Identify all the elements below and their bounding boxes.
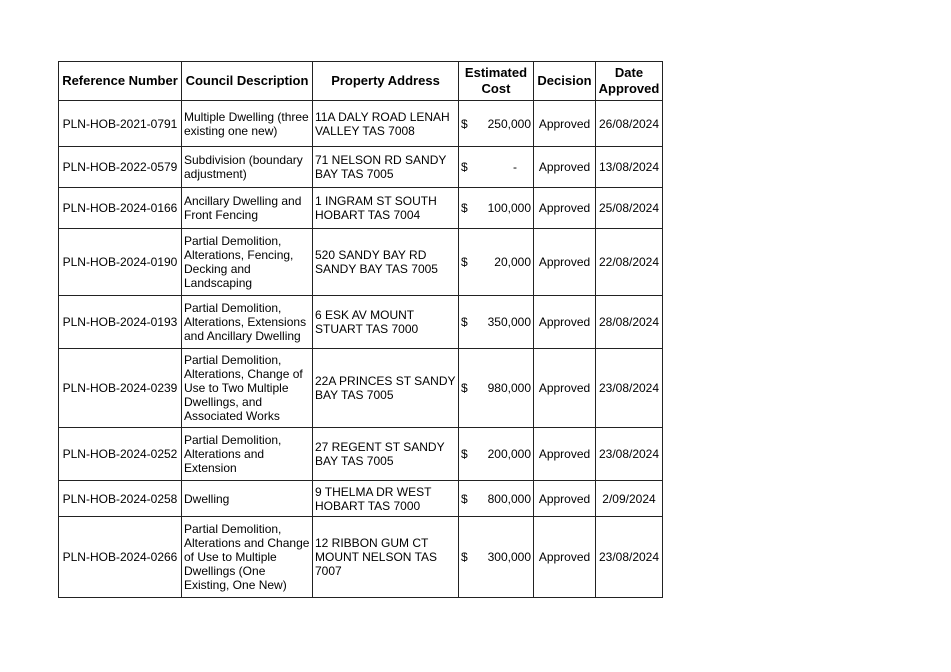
currency-symbol: $ [461, 160, 468, 174]
header-council-description: Council Description [182, 62, 313, 101]
reference-number-cell: PLN-HOB-2024-0258 [59, 481, 182, 517]
currency-symbol: $ [461, 315, 468, 329]
property-address-cell: 27 REGENT ST SANDY BAY TAS 7005 [313, 428, 459, 481]
cost-amount: 300,000 [487, 550, 531, 564]
council-description-cell: Partial Demolition, Alterations, Fencing, Decking and Landscaping [182, 229, 313, 296]
property-address-cell: 11A DALY ROAD LENAH VALLEY TAS 7008 [313, 101, 459, 147]
table-row [59, 101, 663, 147]
table-row [59, 296, 663, 349]
cost-amount: 100,000 [487, 201, 531, 215]
currency-symbol: $ [461, 447, 468, 461]
property-address-cell: 520 SANDY BAY RD SANDY BAY TAS 7005 [313, 229, 459, 296]
currency-symbol: $ [461, 381, 468, 395]
planning-approvals-table [58, 61, 663, 598]
estimated-cost-cell [459, 428, 534, 481]
estimated-cost-cell [459, 147, 534, 188]
table-body [59, 101, 663, 598]
cost-value-wrap [461, 255, 531, 269]
property-address-cell: 1 INGRAM ST SOUTH HOBART TAS 7004 [313, 188, 459, 229]
reference-number-cell: PLN-HOB-2024-0166 [59, 188, 182, 229]
cost-value-wrap [461, 492, 531, 506]
council-description-cell: Partial Demolition, Alterations and Change of Use to Multiple Dwellings (One Existing, One New) [182, 517, 313, 598]
reference-number-cell: PLN-HOB-2024-0193 [59, 296, 182, 349]
date-approved-cell: 23/08/2024 [596, 517, 663, 598]
currency-symbol: $ [461, 491, 468, 506]
date-approved-cell: 2/09/2024 [596, 481, 663, 517]
property-address-cell: 71 NELSON RD SANDY BAY TAS 7005 [313, 147, 459, 188]
cost-amount: 350,000 [487, 315, 531, 329]
date-approved-cell: 28/08/2024 [596, 296, 663, 349]
date-approved-cell: 22/08/2024 [596, 229, 663, 296]
cost-value-wrap [461, 315, 531, 329]
date-approved-cell: 25/08/2024 [596, 188, 663, 229]
reference-number-cell: PLN-HOB-2021-0791 [59, 101, 182, 147]
estimated-cost-cell [459, 481, 534, 517]
header-property-address: Property Address [313, 62, 459, 101]
estimated-cost-cell [459, 517, 534, 598]
property-address-cell: 12 RIBBON GUM CT MOUNT NELSON TAS 7007 [313, 517, 459, 598]
council-description-cell: Partial Demolition, Alterations, Change of Use to Two Multiple Dwellings, and Associated Works [182, 349, 313, 428]
date-approved-cell: 26/08/2024 [596, 101, 663, 147]
council-description-cell: Partial Demolition, Alterations, Extensions and Ancillary Dwelling [182, 296, 313, 349]
table-row [59, 188, 663, 229]
date-approved-cell: 23/08/2024 [596, 349, 663, 428]
currency-symbol: $ [461, 255, 468, 269]
reference-number-cell: PLN-HOB-2024-0239 [59, 349, 182, 428]
cost-amount: 800,000 [487, 491, 531, 506]
decision-cell: Approved [534, 296, 596, 349]
council-description-cell: Dwelling [182, 481, 313, 517]
decision-cell: Approved [534, 428, 596, 481]
reference-number-cell: PLN-HOB-2024-0252 [59, 428, 182, 481]
estimated-cost-cell [459, 349, 534, 428]
cost-amount: 20,000 [494, 255, 531, 269]
table-row [59, 481, 663, 517]
cost-value-wrap [461, 160, 531, 174]
table-row [59, 349, 663, 428]
cost-amount: 980,000 [487, 381, 531, 395]
decision-cell: Approved [534, 147, 596, 188]
council-description-cell: Subdivision (boundary adjustment) [182, 147, 313, 188]
header-date-approved: Date Approved [596, 62, 663, 101]
property-address-cell: 9 THELMA DR WEST HOBART TAS 7000 [313, 481, 459, 517]
decision-cell: Approved [534, 188, 596, 229]
currency-symbol: $ [461, 550, 468, 564]
header-decision: Decision [534, 62, 596, 101]
estimated-cost-cell [459, 296, 534, 349]
decision-cell: Approved [534, 349, 596, 428]
table-row [59, 517, 663, 598]
cost-amount: 250,000 [487, 116, 531, 131]
date-approved-cell: 23/08/2024 [596, 428, 663, 481]
cost-value-wrap [461, 550, 531, 564]
estimated-cost-cell [459, 101, 534, 147]
cost-amount: - [513, 160, 517, 174]
reference-number-cell: PLN-HOB-2024-0190 [59, 229, 182, 296]
cost-amount: 200,000 [487, 447, 531, 461]
table-row [59, 428, 663, 481]
date-approved-cell: 13/08/2024 [596, 147, 663, 188]
cost-value-wrap [461, 381, 531, 395]
decision-cell: Approved [534, 481, 596, 517]
reference-number-cell: PLN-HOB-2022-0579 [59, 147, 182, 188]
property-address-cell: 22A PRINCES ST SANDY BAY TAS 7005 [313, 349, 459, 428]
currency-symbol: $ [461, 116, 468, 131]
header-reference-number: Reference Number [59, 62, 182, 101]
cost-value-wrap [461, 447, 531, 461]
decision-cell: Approved [534, 229, 596, 296]
header-row [59, 62, 663, 101]
estimated-cost-cell [459, 188, 534, 229]
decision-cell: Approved [534, 101, 596, 147]
decision-cell: Approved [534, 517, 596, 598]
header-estimated-cost: Estimated Cost [459, 62, 534, 101]
property-address-cell: 6 ESK AV MOUNT STUART TAS 7000 [313, 296, 459, 349]
reference-number-cell: PLN-HOB-2024-0266 [59, 517, 182, 598]
council-description-cell: Ancillary Dwelling and Front Fencing [182, 188, 313, 229]
table-row [59, 229, 663, 296]
council-description-cell: Partial Demolition, Alterations and Extension [182, 428, 313, 481]
table-row [59, 147, 663, 188]
cost-value-wrap [461, 201, 531, 215]
estimated-cost-cell [459, 229, 534, 296]
council-description-cell: Multiple Dwelling (three existing one new) [182, 101, 313, 147]
cost-value-wrap [461, 117, 531, 131]
currency-symbol: $ [461, 201, 468, 215]
